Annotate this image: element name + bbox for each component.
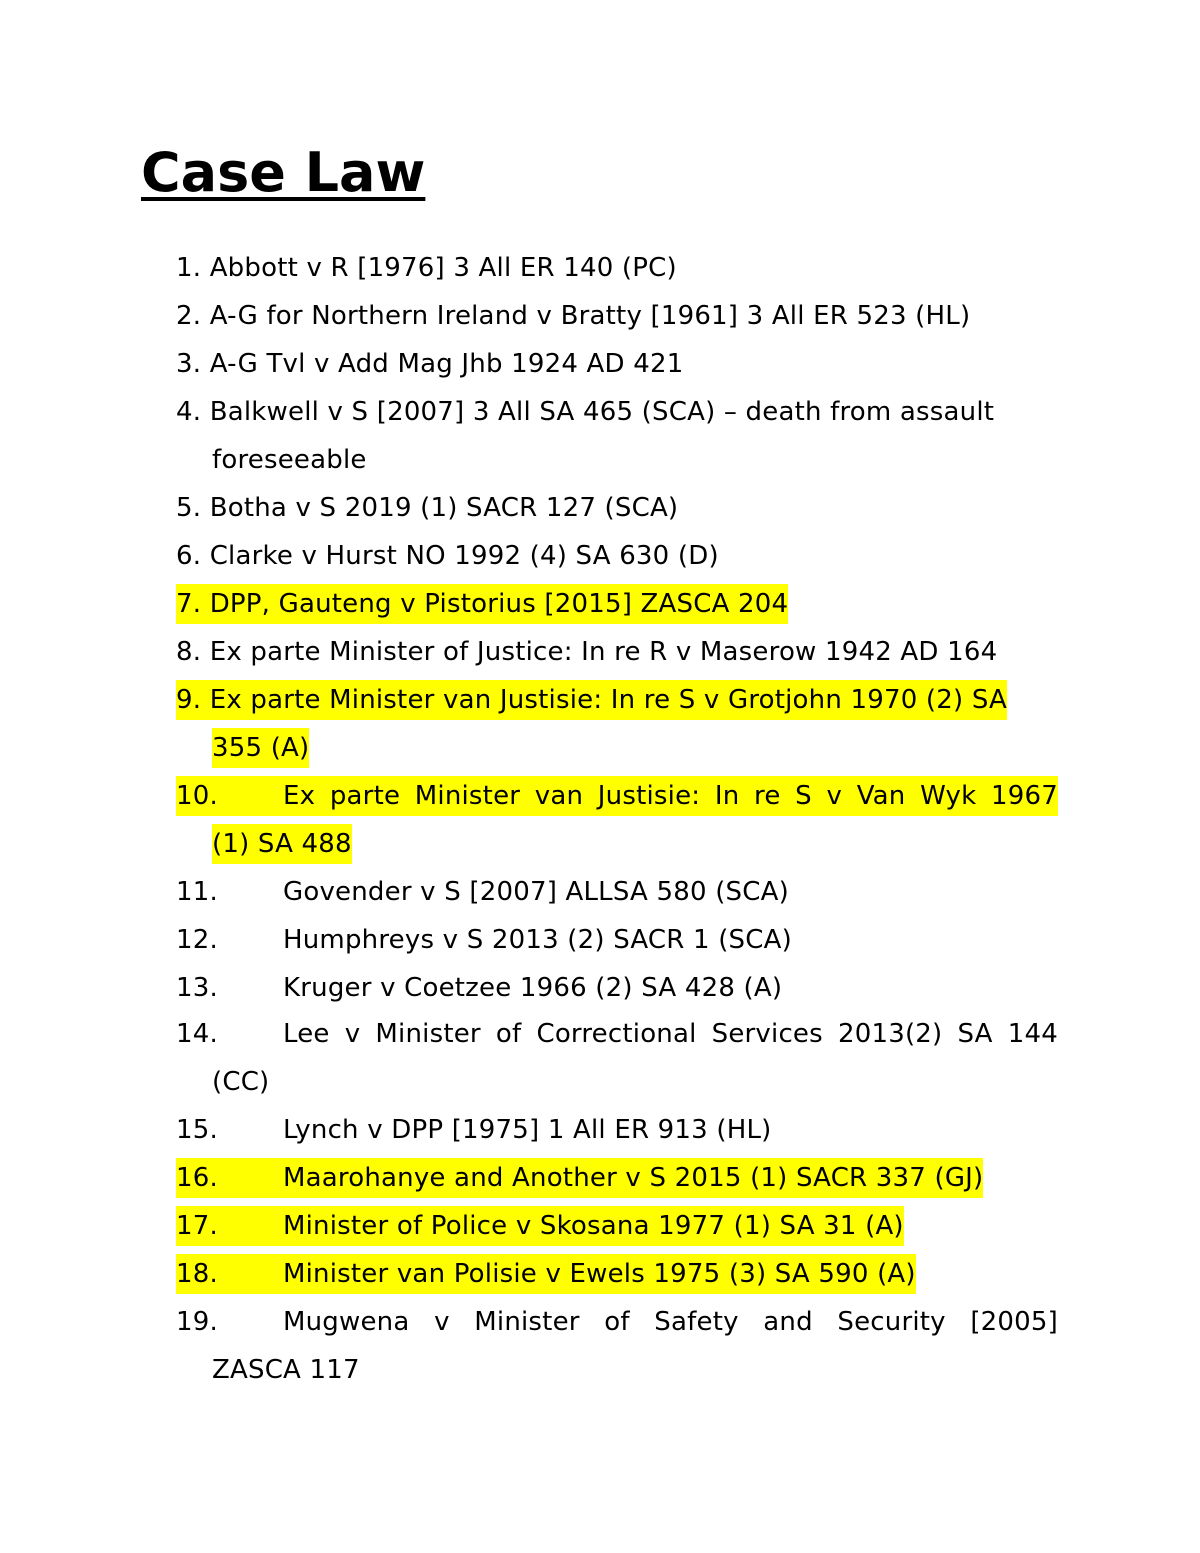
case-line	[176, 1302, 1058, 1342]
case-citation: Ex parte Minister of Justice: In re R v Maserow 1942 AD 164	[209, 637, 998, 667]
case-line-continuation-highlighted	[212, 728, 309, 768]
case-citation-continuation: foreseeable	[212, 445, 367, 475]
case-citation: Balkwell v S [2007] 3 All SA 465 (SCA) – death from assault	[209, 397, 995, 427]
page-title: Case Law	[141, 141, 426, 204]
case-citation: Minister van Polisie v Ewels 1975 (3) SA 590 (A)	[283, 1259, 916, 1289]
case-citation: Mugwena v Minister of Safety and Security [2005]	[283, 1307, 1058, 1337]
case-number: 18.	[176, 1259, 218, 1289]
case-line-highlighted	[176, 1158, 983, 1198]
case-number: 5.	[176, 493, 202, 523]
case-citation: Kruger v Coetzee 1966 (2) SA 428 (A)	[283, 973, 783, 1003]
case-line	[176, 296, 970, 336]
case-line	[176, 536, 719, 576]
case-number: 3.	[176, 349, 202, 379]
case-citation: Abbott v R [1976] 3 All ER 140 (PC)	[209, 253, 677, 283]
case-citation: Ex parte Minister van Justisie: In re S v Van Wyk 1967	[283, 781, 1058, 811]
case-line-continuation	[212, 440, 367, 480]
case-number: 6.	[176, 541, 202, 571]
case-line-highlighted	[176, 584, 788, 624]
case-number: 10.	[176, 781, 218, 811]
case-number: 17.	[176, 1211, 218, 1241]
case-line	[176, 1014, 1058, 1054]
case-citation: Minister of Police v Skosana 1977 (1) SA 31 (A)	[283, 1211, 904, 1241]
case-number: 11.	[176, 877, 218, 907]
case-line-highlighted	[176, 680, 1007, 720]
case-citation: Lee v Minister of Correctional Services 2013(2) SA 144	[283, 1019, 1058, 1049]
case-number: 1.	[176, 253, 202, 283]
case-number: 13.	[176, 973, 218, 1003]
case-citation: Clarke v Hurst NO 1992 (4) SA 630 (D)	[209, 541, 719, 571]
case-line-continuation-highlighted	[212, 824, 352, 864]
case-line-continuation	[212, 1062, 269, 1102]
case-citation: Govender v S [2007] ALLSA 580 (SCA)	[283, 877, 789, 907]
case-line	[176, 920, 792, 960]
case-citation-continuation: 355 (A)	[212, 733, 310, 763]
case-citation: DPP, Gauteng v Pistorius [2015] ZASCA 204	[209, 589, 789, 619]
case-citation-continuation: (1) SA 488	[212, 829, 352, 859]
case-number: 7.	[176, 589, 202, 619]
case-line	[176, 248, 677, 288]
case-number: 15.	[176, 1115, 218, 1145]
case-line-highlighted	[176, 776, 1058, 816]
case-line	[176, 344, 683, 384]
case-citation: Maarohanye and Another v S 2015 (1) SACR 337 (GJ)	[283, 1163, 984, 1193]
case-citation: Ex parte Minister van Justisie: In re S v Grotjohn 1970 (2) SA	[209, 685, 1007, 715]
case-citation: A-G for Northern Ireland v Bratty [1961] 3 All ER 523 (HL)	[209, 301, 971, 331]
case-line-highlighted	[176, 1206, 904, 1246]
case-citation: Humphreys v S 2013 (2) SACR 1 (SCA)	[283, 925, 792, 955]
case-line	[176, 632, 997, 672]
case-line	[176, 872, 789, 912]
case-line-highlighted	[176, 1254, 916, 1294]
case-number: 19.	[176, 1307, 218, 1337]
case-number: 4.	[176, 397, 202, 427]
case-citation: A-G Tvl v Add Mag Jhb 1924 AD 421	[209, 349, 684, 379]
case-citation-continuation: ZASCA 117	[212, 1355, 360, 1385]
case-number: 8.	[176, 637, 202, 667]
case-line	[176, 488, 678, 528]
case-citation: Botha v S 2019 (1) SACR 127 (SCA)	[209, 493, 679, 523]
case-number: 14.	[176, 1019, 218, 1049]
case-number: 2.	[176, 301, 202, 331]
case-number: 16.	[176, 1163, 218, 1193]
case-number: 9.	[176, 685, 202, 715]
case-number: 12.	[176, 925, 218, 955]
case-citation: Lynch v DPP [1975] 1 All ER 913 (HL)	[283, 1115, 772, 1145]
case-line	[176, 392, 994, 432]
case-line-continuation	[212, 1350, 360, 1390]
case-citation-continuation: (CC)	[212, 1067, 270, 1097]
case-line	[176, 968, 782, 1008]
case-line	[176, 1110, 772, 1150]
